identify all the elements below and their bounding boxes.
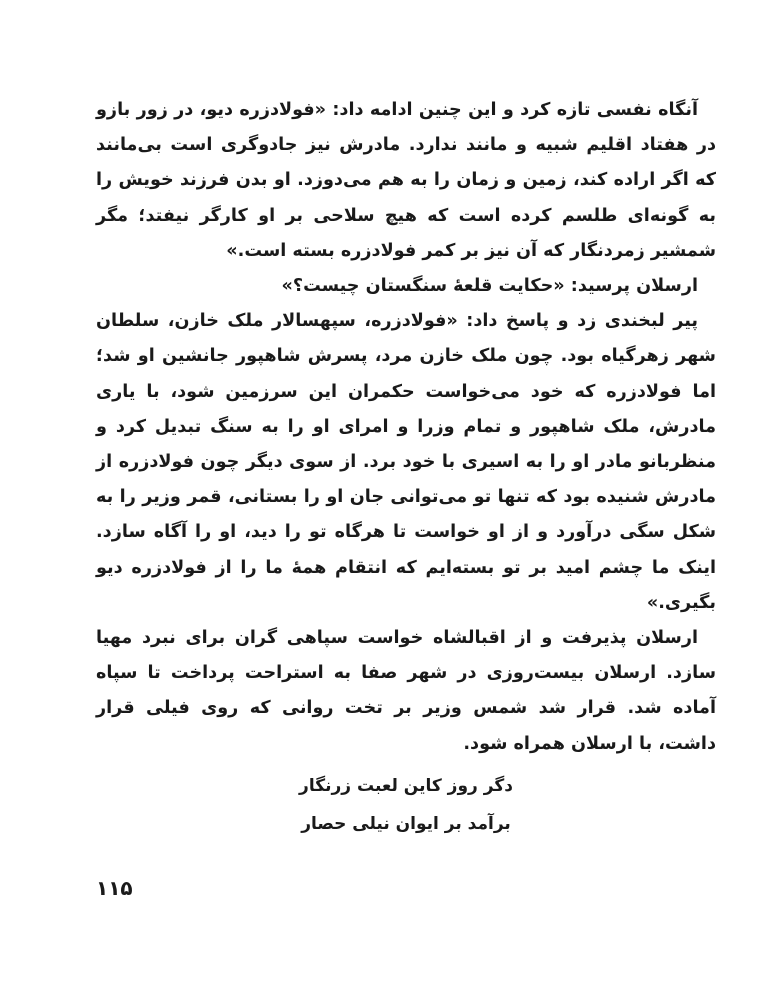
paragraph-2: ارسلان پرسید: «حکایت قلعهٔ سنگستان چیست؟» [281, 276, 698, 297]
paragraph-3: پیر لبخندی زد و پاسخ داد: «فولادزره، سپهسالار ملک خازن، سلطان شهر زهرگیاه بود. چون ملک خازن مرد، پسرش شاهپور جانشین او شد؛ اما فولادزره که خود می‌خواست حکمران این سرزمین شود، با یاری مادرش، ملک شاهپور و تمام وزرا و امرای او را به سنگ تبدیل کرد و منظربانو مادر او را به اسیری با خود برد. از سوی دیگر چون فولادزره از مادرش شنیده بود که تنها تو می‌توانی جان او را بستانی، قمر وزیر را به شکل سگی درآورد و از او خواست تا هرگاه تو را دید، او را آگاه سازد. اینک ما چشم امید بر تو بسته‌ایم که انتقام همهٔ ما را از فولادزره دیو بگیری.» [96, 311, 716, 613]
main-text [96, 93, 716, 762]
poem-couplet [96, 767, 716, 843]
paragraph-1: آنگاه نفسی تازه کرد و این چنین ادامه داد: «فولادزره دیو، در زور بازو در هفتاد اقلیم شبیه و مانند ندارد. مادرش نیز جادوگری است بی‌مانند که اگر اراده کند، زمین و زمان را به هم می‌دوزد. او بدن فرزند خویش را به گونه‌ای طلسم کرده است که هیچ سلاحی بر او کارگر نیفتد؛ مگر شمشیر زمردنگار که آن نیز بر کمر فولادزره بسته است.» [96, 100, 716, 261]
paragraph-4: ارسلان پذیرفت و از اقبالشاه خواست سپاهی گران برای نبرد مهیا سازد. ارسلان بیست‌روزی در شهر صفا به استراحت پرداخت تا سپاه آماده شد. قرار شد شمس وزیر بر تخت روانی که روی فیلی قرار داشت، با ارسلان همراه شود. [96, 628, 716, 754]
poem-line-2: برآمد بر ایوان نیلی حصار [301, 814, 511, 834]
page-number: ۱۱۵ [96, 876, 133, 900]
poem-line-1: دگر روز کاین لعبت زرنگار [299, 776, 513, 796]
